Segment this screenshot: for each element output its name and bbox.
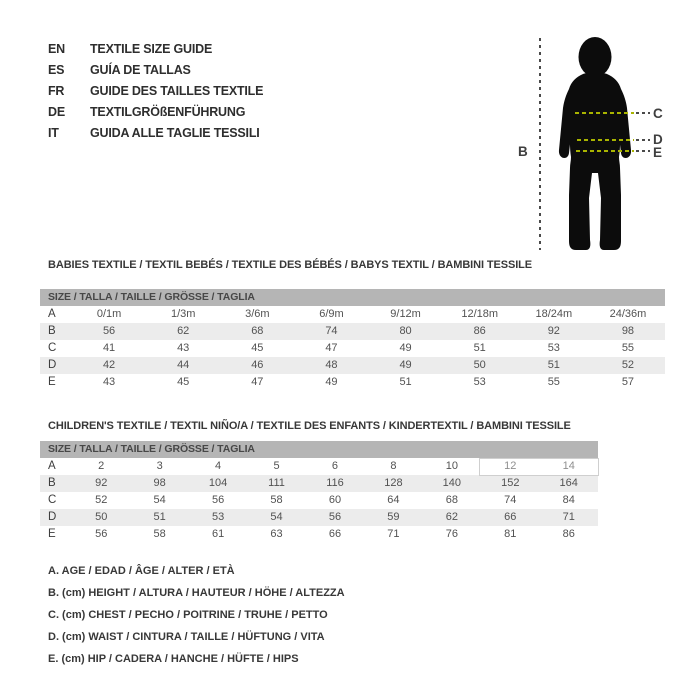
- language-code: DE: [48, 105, 65, 119]
- size-cell: 1/3m: [170, 308, 196, 320]
- language-label: GUIDE DES TAILLES TEXTILE: [90, 84, 264, 98]
- size-cell: 57: [621, 376, 635, 388]
- row-label: B: [48, 477, 56, 489]
- table-row: [40, 374, 665, 391]
- size-cell: 18/24m: [535, 308, 573, 320]
- chest-line: [575, 112, 634, 114]
- size-cell: 43: [102, 376, 116, 388]
- babies-table-body: [40, 306, 665, 391]
- size-cell: 52: [95, 494, 108, 506]
- size-cell: 71: [562, 511, 575, 523]
- language-label: GUÍA DE TALLAS: [90, 63, 191, 77]
- table-row: [40, 323, 665, 340]
- children-section-title: CHILDREN'S TEXTILE / TEXTIL NIÑO/A / TEXTILE DES ENFANTS / KINDERTEXTIL / BAMBINI TESSILE: [48, 420, 571, 432]
- size-cell: 0/1m: [96, 308, 122, 320]
- table-row: [40, 340, 665, 357]
- size-cell: 116: [326, 477, 344, 489]
- language-row: [48, 102, 263, 123]
- size-cell: 71: [387, 528, 400, 540]
- language-code: ES: [48, 63, 65, 77]
- size-cell: 50: [95, 511, 108, 523]
- size-cell: 66: [328, 528, 342, 540]
- measurement-figure: [500, 25, 700, 260]
- table-row: [40, 526, 598, 543]
- size-cell: 6: [331, 460, 339, 472]
- size-cell: 42: [102, 359, 116, 371]
- row-label: C: [48, 342, 57, 354]
- height-label: B: [518, 144, 528, 159]
- size-cell: 104: [208, 477, 228, 489]
- measurement-legend: [48, 560, 345, 670]
- legend-line: E. (cm) HIP / CADERA / HANCHE / HÜFTE / HIPS: [48, 653, 299, 665]
- size-cell: 52: [621, 359, 635, 371]
- size-cell: 128: [384, 477, 403, 489]
- chest-line-extension: [636, 112, 650, 114]
- row-label: C: [48, 494, 57, 506]
- size-cell: 3/6m: [245, 308, 270, 320]
- babies-section-title: BABIES TEXTILE / TEXTIL BEBÉS / TEXTILE DES BÉBÉS / BABYS TEXTIL / BAMBINI TESSILE: [48, 259, 533, 271]
- size-cell: 76: [445, 528, 458, 540]
- size-cell: 44: [177, 359, 190, 371]
- size-cell: 12/18m: [461, 308, 499, 320]
- size-cell: 58: [153, 528, 166, 540]
- waist-label: D: [653, 132, 663, 147]
- size-cell: 92: [547, 325, 560, 337]
- size-cell: 41: [102, 342, 116, 354]
- language-label: GUIDA ALLE TAGLIE TESSILI: [90, 126, 260, 140]
- language-code: EN: [48, 42, 65, 56]
- legend-line: D. (cm) WAIST / CINTURA / TAILLE / HÜFTUNG / VITA: [48, 631, 325, 643]
- size-cell: 6/9m: [319, 308, 344, 320]
- size-cell: 49: [325, 376, 338, 388]
- language-row: [48, 123, 263, 144]
- size-cell: 92: [95, 477, 108, 489]
- size-cell: 66: [504, 511, 517, 523]
- size-cell: 24/36m: [609, 308, 647, 320]
- size-cell: 81: [504, 528, 517, 540]
- size-cell: 63: [270, 528, 283, 540]
- size-cell: 50: [473, 359, 486, 371]
- row-label: B: [48, 325, 56, 337]
- language-row: [48, 39, 263, 60]
- size-cell: 2: [98, 460, 105, 472]
- legend-line: A. AGE / EDAD / ÂGE / ALTER / ETÀ: [48, 565, 235, 577]
- size-cell: 53: [473, 376, 486, 388]
- size-cell: 45: [251, 342, 264, 354]
- table-row: [40, 357, 665, 374]
- row-label: D: [48, 511, 57, 523]
- waist-line: [577, 139, 634, 141]
- hip-line: [576, 150, 634, 152]
- size-cell: 8: [390, 460, 397, 472]
- size-cell: 74: [325, 325, 338, 337]
- size-cell: 49: [399, 342, 412, 354]
- size-cell: 64: [387, 494, 400, 506]
- size-cell: 98: [621, 325, 635, 337]
- legend-line: B. (cm) HEIGHT / ALTURA / HAUTEUR / HÖHE / ALTEZZA: [48, 587, 345, 599]
- size-cell: 68: [445, 494, 458, 506]
- language-row: [48, 81, 263, 102]
- row-label: A: [48, 308, 56, 320]
- children-size-table: [40, 441, 598, 543]
- size-cell: 48: [325, 359, 338, 371]
- size-cell: 56: [328, 511, 342, 523]
- size-cell: 49: [399, 359, 412, 371]
- size-cell: 51: [473, 342, 486, 354]
- row-label: A: [48, 460, 56, 472]
- size-cell: 62: [445, 511, 458, 523]
- size-cell: 55: [547, 376, 560, 388]
- size-cell: 51: [547, 359, 560, 371]
- size-cell: 56: [95, 528, 108, 540]
- language-row: [48, 60, 263, 81]
- waist-line-extension: [636, 139, 650, 141]
- size-cell: 74: [504, 494, 517, 506]
- table-row: [40, 509, 598, 526]
- size-cell: 47: [251, 376, 264, 388]
- size-highlight-box: [479, 458, 599, 476]
- size-cell: 58: [270, 494, 283, 506]
- table-row: [40, 492, 598, 509]
- size-cell: 51: [153, 511, 166, 523]
- babies-size-table: [40, 289, 665, 391]
- size-cell: 86: [562, 528, 575, 540]
- row-label: D: [48, 359, 57, 371]
- language-label: TEXTILGRÖßENFÜHRUNG: [90, 105, 246, 119]
- size-header-bar: SIZE / TALLA / TAILLE / GRÖSSE / TAGLIA: [40, 289, 665, 306]
- size-cell: 152: [501, 477, 520, 489]
- size-cell: 51: [399, 376, 412, 388]
- language-code: FR: [48, 84, 65, 98]
- size-cell: 14: [562, 460, 575, 472]
- child-silhouette: [550, 30, 642, 252]
- row-label: E: [48, 376, 56, 388]
- size-cell: 46: [251, 359, 264, 371]
- size-cell: 56: [102, 325, 116, 337]
- size-cell: 43: [177, 342, 190, 354]
- language-code: IT: [48, 126, 59, 140]
- size-cell: 5: [273, 460, 280, 472]
- size-cell: 54: [270, 511, 283, 523]
- size-cell: 55: [621, 342, 635, 354]
- size-cell: 68: [251, 325, 264, 337]
- size-cell: 84: [562, 494, 575, 506]
- size-header-bar: SIZE / TALLA / TAILLE / GRÖSSE / TAGLIA: [40, 441, 598, 458]
- size-cell: 164: [559, 477, 578, 489]
- language-label: TEXTILE SIZE GUIDE: [90, 42, 213, 56]
- size-cell: 12: [504, 460, 517, 472]
- size-cell: 140: [442, 477, 462, 489]
- hip-line-extension: [636, 150, 650, 152]
- row-label: E: [48, 528, 56, 540]
- size-cell: 53: [547, 342, 560, 354]
- size-cell: 10: [445, 460, 458, 472]
- size-cell: 60: [328, 494, 342, 506]
- size-cell: 98: [153, 477, 166, 489]
- table-row: [40, 475, 598, 492]
- size-cell: 47: [325, 342, 338, 354]
- chest-label: C: [653, 106, 663, 121]
- hip-label: E: [653, 145, 663, 160]
- size-cell: 4: [215, 460, 222, 472]
- size-cell: 45: [177, 376, 190, 388]
- size-cell: 53: [211, 511, 225, 523]
- size-cell: 9/12m: [390, 308, 421, 320]
- legend-line: C. (cm) CHEST / PECHO / POITRINE / TRUHE / PETTO: [48, 609, 328, 621]
- language-title-list: [48, 39, 263, 144]
- size-cell: 59: [387, 511, 400, 523]
- table-row: [40, 306, 665, 323]
- size-cell: 80: [399, 325, 412, 337]
- size-cell: 86: [473, 325, 486, 337]
- size-cell: 54: [153, 494, 166, 506]
- size-cell: 62: [177, 325, 190, 337]
- size-cell: 56: [211, 494, 225, 506]
- size-cell: 111: [268, 477, 285, 489]
- size-cell: 61: [211, 528, 225, 540]
- height-line: [539, 38, 541, 250]
- size-cell: 3: [156, 460, 163, 472]
